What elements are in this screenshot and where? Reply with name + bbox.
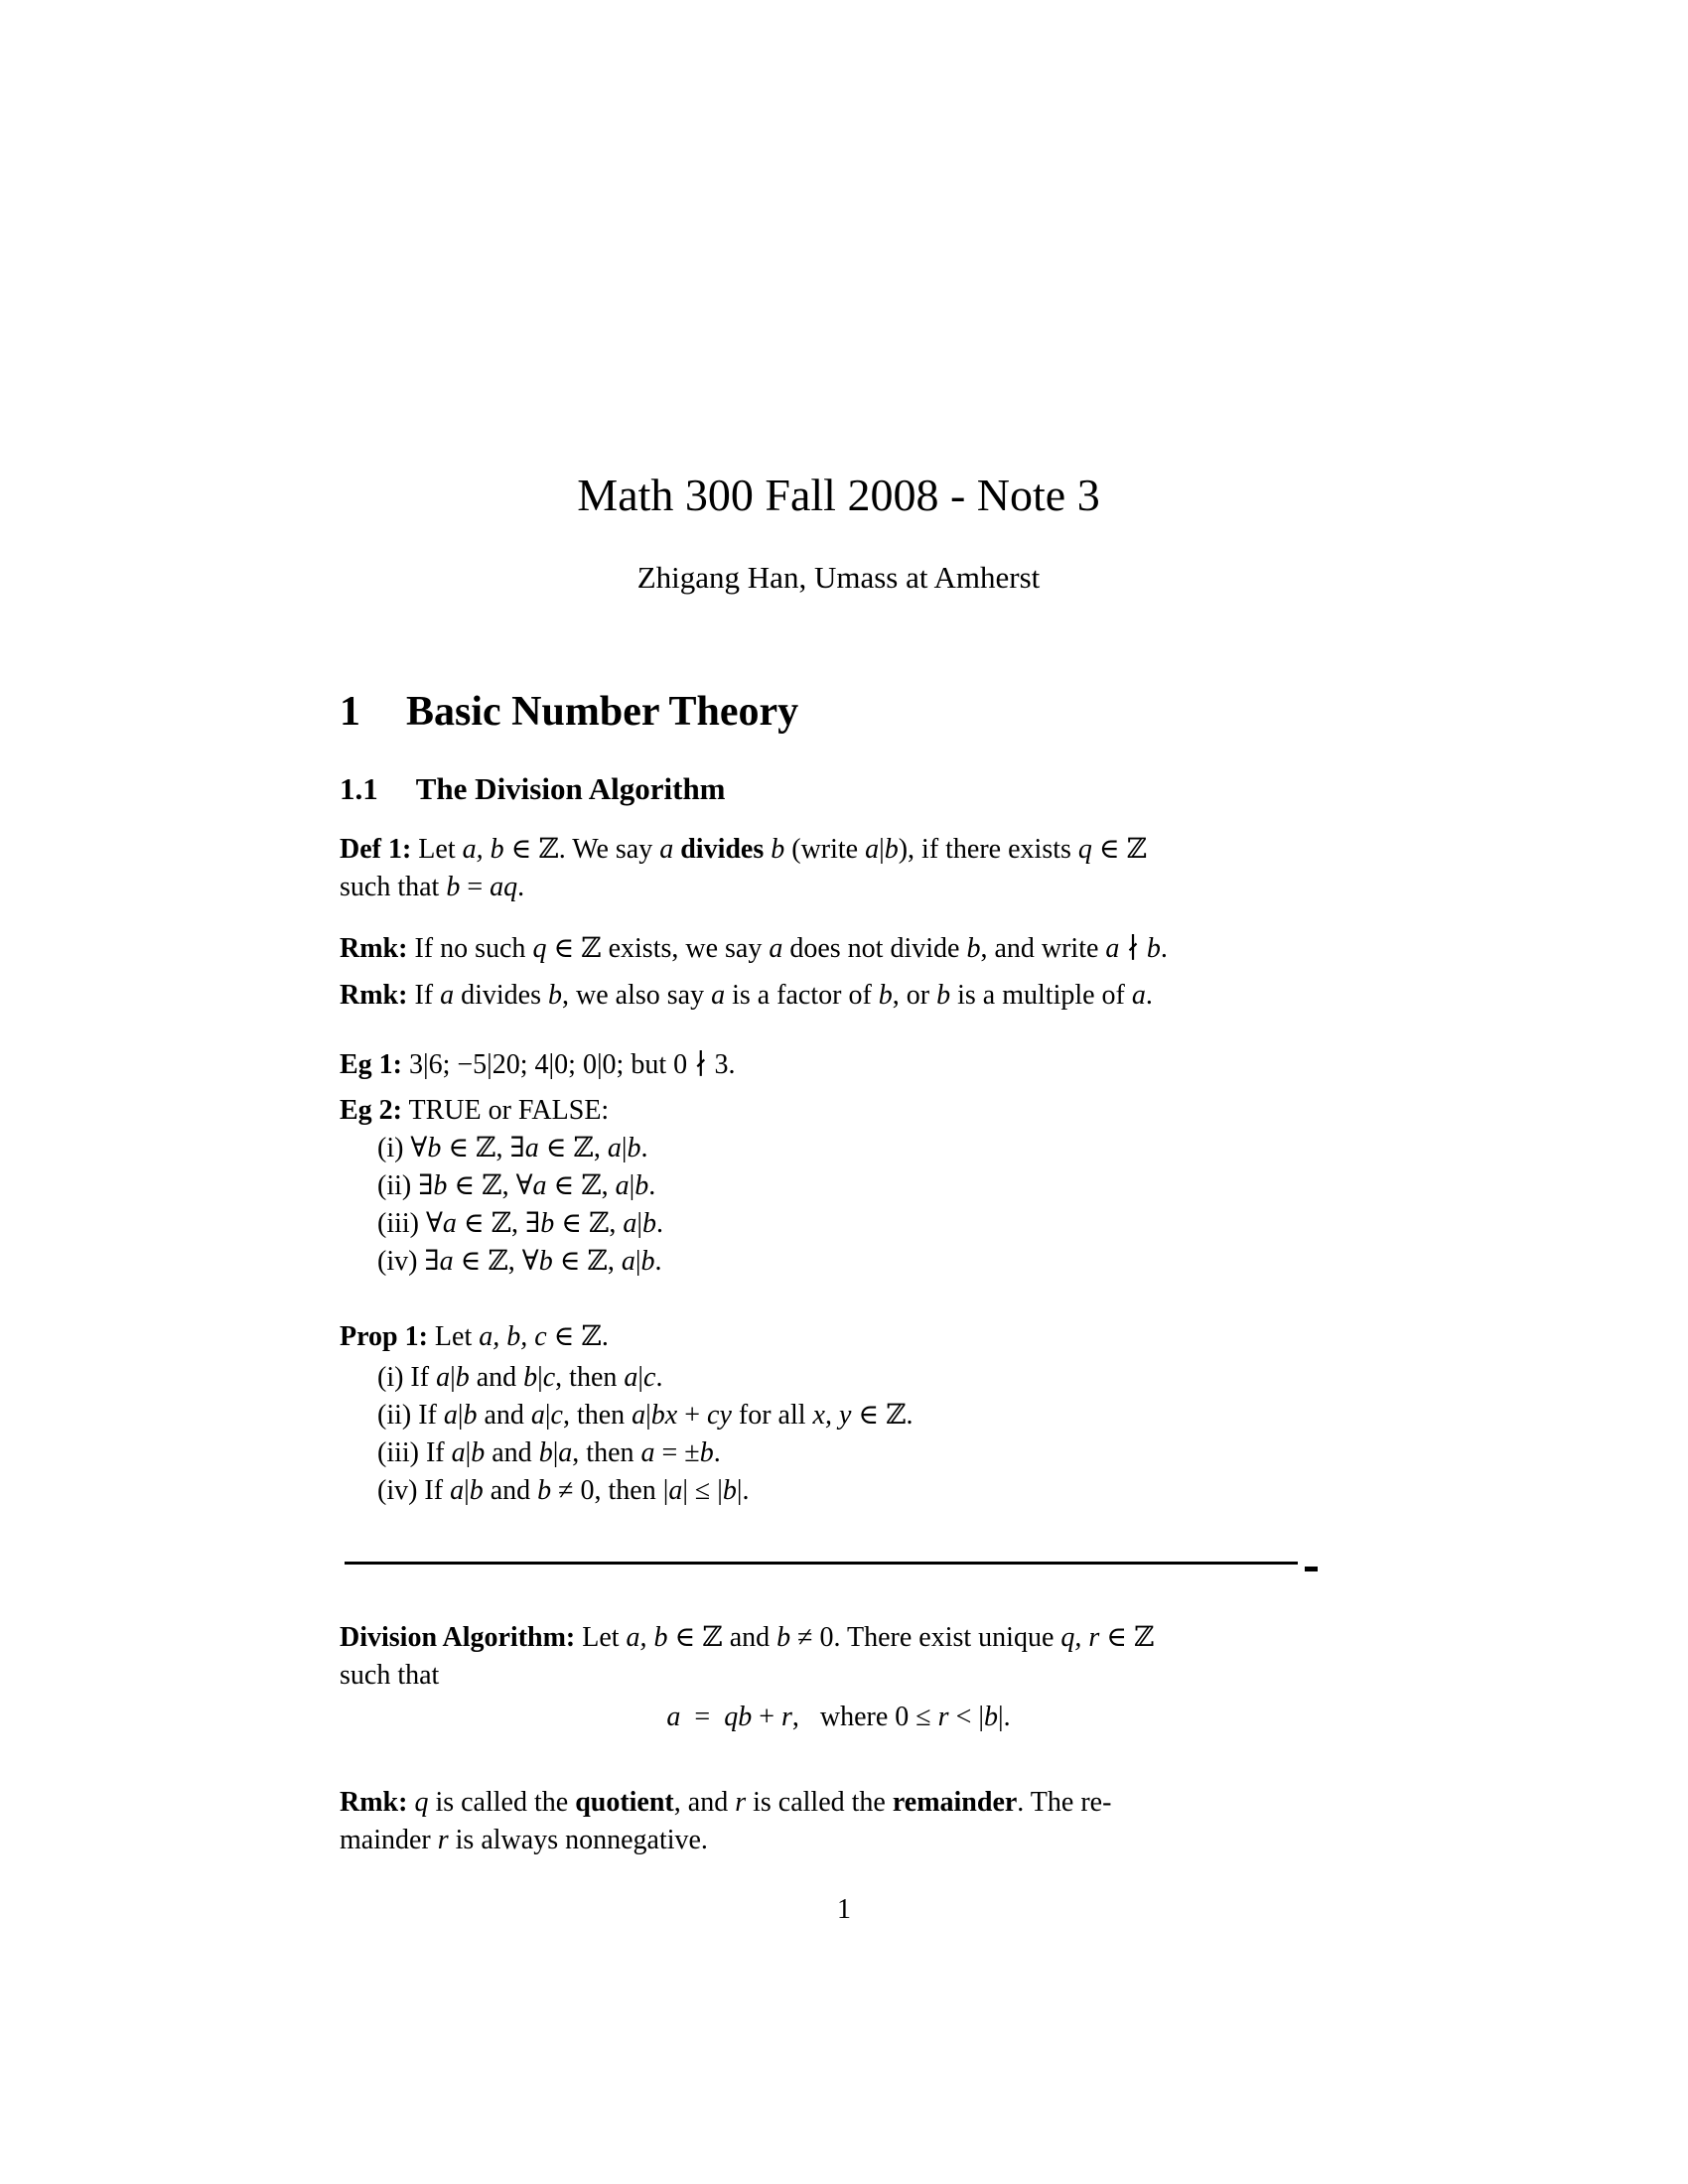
document-author: Zhigang Han, Umass at Amherst [636,559,1041,595]
text-run: , and write [980,933,1106,965]
text-run: b [427,1133,442,1164]
list-item [340,1434,1337,1472]
text-run: and [477,1400,531,1432]
section-title: Basic Number Theory [406,688,799,735]
text-run: , or [892,980,937,1012]
example-1 [340,1046,1337,1084]
text-run: b [471,1437,486,1469]
text-run: divides [454,980,548,1012]
text-run: mainder [340,1825,438,1856]
text-run: | [464,1475,470,1507]
text-run: a [558,1437,573,1469]
text-run: a [659,834,674,866]
text-run: q [1077,834,1092,866]
text-run: c [542,1362,556,1394]
text-run: | [634,1246,641,1278]
text-run: b [699,1437,714,1469]
text-run: qb [724,1702,753,1733]
text-run: a [624,1362,638,1394]
document-title: Math 300 Fall 2008 - Note 3 [577,470,1100,520]
text-run: a [450,1475,465,1507]
text-run: ∈ ℤ, ∃ [456,1208,541,1240]
text-run: b [455,1362,470,1394]
text-run: b [642,1208,657,1240]
text-run: . [655,1362,663,1394]
subsection-number: 1.1 [340,770,378,806]
remark-1 [340,930,1337,968]
text-run: , then [572,1437,641,1469]
text-run: , then [555,1362,625,1394]
text-run: If [407,980,441,1012]
text-run: | [544,1400,551,1432]
text-run: x, y [812,1400,852,1432]
document-body [340,831,1337,1859]
text-run: is a multiple of [950,980,1132,1012]
text-run: a [1105,933,1120,965]
section-divider [340,1562,1337,1571]
text-run: = [680,1702,725,1733]
text-run: bx [650,1400,678,1432]
text-run: b [634,1170,649,1202]
text-run: , and [673,1787,736,1819]
text-run: a [632,1400,646,1432]
text-line [340,1784,1337,1822]
text-run: | [629,1170,635,1202]
list-item [340,1167,1337,1205]
text-run: (write [784,834,866,866]
text-run: b [640,1246,655,1278]
text-run: . [1145,980,1153,1012]
text-run: . The re- [1017,1787,1112,1819]
text-run: Rmk: [340,1787,408,1819]
text-run: |. [997,1702,1011,1733]
text-run: c [550,1400,563,1432]
text-run: (iii) If [377,1437,452,1469]
text-run: + [752,1702,781,1733]
list-item [340,1359,1337,1397]
text-line [340,1092,1337,1130]
subsection-title: The Division Algorithm [415,770,726,806]
example-2 [340,1092,1337,1130]
text-run: (iii) ∀ [377,1208,443,1240]
text-run: a [440,980,455,1012]
text-line [340,1619,1337,1657]
text-run: ∈ ℤ, ∃ [441,1133,525,1164]
text-run: . [654,1246,662,1278]
section-number: 1 [340,688,360,735]
text-run: ∈ ℤ, [546,1170,616,1202]
text-run: c [643,1362,656,1394]
text-run: | [879,834,885,866]
list-item [340,1472,1337,1510]
text-run: q, r [1060,1622,1100,1654]
text-run: ∤ [1119,933,1147,965]
text-run: b [446,872,461,903]
divider-line [345,1562,1298,1565]
text-run: Rmk: [340,980,408,1012]
text-run: ≠ 0, then | [551,1475,669,1507]
text-run: a, b [626,1622,668,1654]
text-run: a [532,1170,547,1202]
text-run: a, b [462,834,504,866]
list-item [340,1397,1337,1434]
text-run: r [437,1825,449,1856]
division-algorithm [340,1619,1337,1695]
text-run: + [677,1400,708,1432]
text-run: ∈ ℤ, [554,1208,624,1240]
text-run: (i) If [377,1362,437,1394]
text-run: b [538,1246,553,1278]
text-run: is always nonnegative. [448,1825,708,1856]
proposition-1 [340,1318,1337,1356]
subsection-heading [340,770,1337,806]
text-run: | [465,1437,472,1469]
list-item [340,1205,1337,1243]
definition-1 [340,831,1337,906]
text-run: a [640,1437,655,1469]
text-run: r [780,1702,792,1733]
text-run: Let [427,1321,480,1353]
example-2-items [340,1130,1337,1281]
text-run: Eg 1: [340,1049,402,1081]
text-run: | [636,1208,643,1240]
text-run: | [457,1400,464,1432]
text-run: b [936,980,951,1012]
text-line [340,1657,1337,1695]
text-run: = ± [654,1437,700,1469]
text-run: Eg 2: [340,1095,402,1127]
text-line [340,831,1337,869]
text-run: a [439,1246,454,1278]
text-run: and [485,1437,539,1469]
text-run: a [615,1170,630,1202]
text-run: and [483,1475,538,1507]
text-run: = [460,872,491,903]
text-run: | [552,1437,559,1469]
text-run: b [538,1437,553,1469]
text-run: . [713,1437,721,1469]
text-run: TRUE or FALSE: [402,1095,610,1127]
text-run: b [1146,933,1161,965]
text-run: ∈ ℤ. [851,1400,914,1432]
text-run: a [530,1400,545,1432]
text-run: q [414,1787,429,1819]
text-run: such that [340,1660,440,1692]
text-run: for all [731,1400,813,1432]
text-run: a [668,1475,683,1507]
text-run: | [621,1133,628,1164]
text-run: ∈ ℤ [1091,834,1148,866]
text-run: Prop 1: [340,1321,428,1353]
text-run: b [771,834,785,866]
text-run: . [1160,933,1168,965]
divider-dash [1305,1567,1318,1571]
text-run: is called the [428,1787,576,1819]
text-run: (i) ∀ [377,1133,428,1164]
text-run: a [442,1208,457,1240]
text-run: Let [411,834,463,866]
text-run: cy [707,1400,732,1432]
text-run: (ii) If [377,1400,444,1432]
document-content [340,0,1337,1859]
text-run: ∈ ℤ. We say [503,834,660,866]
text-run: b [540,1208,555,1240]
text-run: . [656,1208,664,1240]
text-run: ∈ ℤ and [667,1622,777,1654]
text-run: | ≤ | [682,1475,723,1507]
text-run: ∈ ℤ, [538,1133,608,1164]
text-run: a [621,1246,635,1278]
text-line [340,869,1337,906]
text-run: , then [562,1400,633,1432]
text-run: ∈ ℤ, ∀ [447,1170,533,1202]
text-run: a, b, c [479,1321,547,1353]
text-run: a [1131,980,1146,1012]
text-run: a [607,1133,622,1164]
text-run: a [711,980,726,1012]
text-run: | [537,1362,543,1394]
text-line [340,977,1337,1015]
text-run: (iv) If [377,1475,451,1507]
text-run: b [523,1362,538,1394]
text-run: | [645,1400,651,1432]
proposition-1-items [340,1359,1337,1510]
text-run: b [983,1702,998,1733]
section-heading [340,690,1337,734]
text-run: a [769,933,783,965]
text-run: Rmk: [340,933,408,965]
text-run: Let [575,1622,627,1654]
text-run: 3|6; −5|20; 4|0; 0|0; but 0 ∤ 3. [402,1049,736,1081]
text-run: . [648,1170,656,1202]
text-run: b [776,1622,791,1654]
text-line [340,1318,1337,1356]
text-run: . [640,1133,648,1164]
text-run: aq [490,872,518,903]
page-number: 1 [837,1894,851,1925]
text-run: is called the [746,1787,893,1819]
text-run: a [666,1702,681,1733]
text-line [340,1822,1337,1859]
text-run: < | [948,1702,984,1733]
text-run: ≠ 0. There exist unique [790,1622,1061,1654]
text-run: q [532,933,547,965]
text-run: (ii) ∃ [377,1170,434,1202]
text-run: does not divide [782,933,967,965]
text-run: a [436,1362,451,1394]
remark-3 [340,1784,1337,1859]
text-run: b [463,1400,478,1432]
text-run: b [878,980,893,1012]
text-run: , where 0 ≤ [791,1702,938,1733]
text-run: (iv) ∃ [377,1246,440,1278]
text-run: a [623,1208,637,1240]
list-item [340,1130,1337,1167]
text-run: b [966,933,981,965]
text-run: is a factor of [725,980,879,1012]
text-run: a [524,1133,539,1164]
text-run: ), if there exists [898,834,1078,866]
division-equation [340,1699,1337,1736]
text-run: Division Algorithm: [340,1622,576,1654]
text-run: b [884,834,899,866]
text-run: quotient [575,1787,674,1819]
text-run: , we also say [562,980,712,1012]
text-run: divides [680,834,765,866]
text-run: ∈ ℤ exists, we say [546,933,770,965]
text-line [340,1046,1337,1084]
text-run: ∈ ℤ, [552,1246,622,1278]
text-run: and [469,1362,524,1394]
text-run: b [433,1170,448,1202]
text-run: b [627,1133,641,1164]
text-run: . [517,872,525,903]
text-line [340,930,1337,968]
text-run: ∈ ℤ [1099,1622,1155,1654]
text-run: b [548,980,562,1012]
text-run: |. [736,1475,750,1507]
list-item [340,1243,1337,1281]
text-run: a [443,1400,458,1432]
text-run: b [722,1475,737,1507]
text-run: ∈ ℤ, ∀ [453,1246,539,1278]
text-run: Def 1: [340,834,412,866]
text-run: | [450,1362,456,1394]
text-run: b [469,1475,484,1507]
remark-2 [340,977,1337,1015]
text-run: a [865,834,880,866]
text-run: | [637,1362,643,1394]
text-run: such that [340,872,447,903]
text-run: r [937,1702,949,1733]
text-run: a [451,1437,466,1469]
text-run: ∈ ℤ. [546,1321,609,1353]
text-run: b [537,1475,552,1507]
text-run: r [735,1787,747,1819]
text-run: If no such [407,933,533,965]
text-run: remainder [892,1787,1018,1819]
